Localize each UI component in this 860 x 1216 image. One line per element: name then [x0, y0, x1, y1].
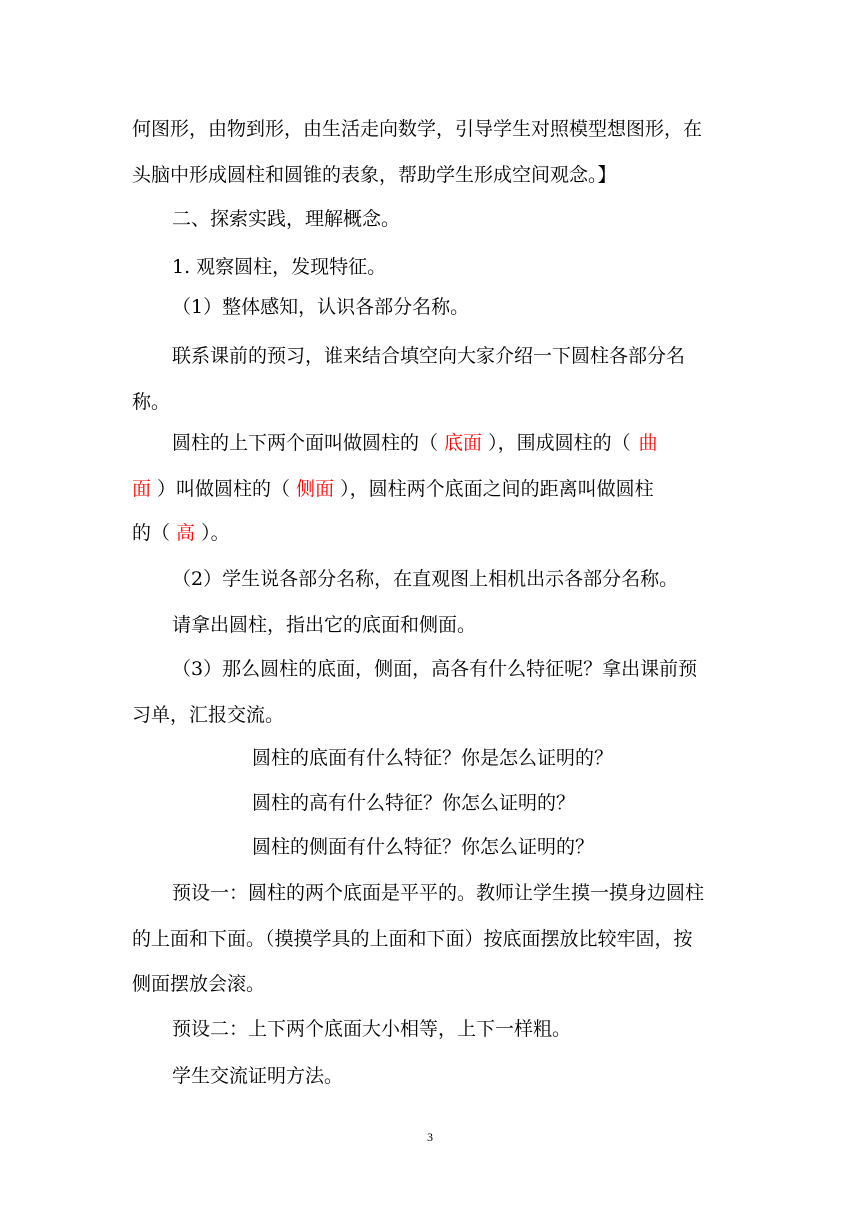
subsection-heading: 1. 观察圆柱，发现特征。 — [172, 256, 387, 278]
fill-in-text: ）。 — [195, 522, 230, 544]
fill-in-text: ）叫做圆柱的（ — [151, 478, 297, 500]
page-number: 3 — [427, 1130, 433, 1144]
paragraph-line: 学生交流证明方法。 — [172, 1065, 344, 1087]
answer-height: 高 — [176, 522, 196, 544]
question-line: 圆柱的高有什么特征？你怎么证明的？ — [252, 792, 576, 814]
fill-in-text: 的（ — [132, 522, 177, 544]
paragraph-line: 称。 — [132, 391, 171, 413]
question-line: 圆柱的侧面有什么特征？你怎么证明的？ — [252, 836, 595, 858]
paragraph-line: （3）那么圆柱的底面，侧面，高各有什么特征呢？拿出课前预 — [172, 658, 698, 680]
fill-in-text: ），圆柱两个底面之间的距离叫做圆柱 — [334, 478, 654, 500]
paragraph-line: 预设一：圆柱的两个底面是平平的。教师让学生摸一摸身边圆柱 — [172, 882, 705, 904]
paragraph-line: 预设二：上下两个底面大小相等，上下一样粗。 — [172, 1018, 572, 1040]
question-line: 圆柱的底面有什么特征？你是怎么证明的？ — [252, 747, 614, 769]
paragraph-line: （2）学生说各部分名称，在直观图上相机出示各部分名称。 — [172, 568, 679, 590]
fill-in-line-2 — [132, 476, 860, 502]
answer-bottom-face: 底面 — [444, 432, 483, 454]
paragraph-line: 侧面摆放会滚。 — [132, 973, 266, 995]
section-heading: 二、探索实践，理解概念。 — [172, 208, 401, 230]
answer-curved-partial: 面 — [132, 478, 152, 500]
paragraph-line: 联系课前的预习，谁来结合填空向大家介绍一下圆柱各部分名 — [172, 345, 686, 367]
paragraph-line: 习单，汇报交流。 — [132, 704, 285, 726]
paragraph-line: 的上面和下面。（摸摸学具的上面和下面）按底面摆放比较牢固，按 — [132, 928, 693, 950]
fill-in-line-3 — [132, 520, 860, 546]
fill-in-text: 圆柱的上下两个面叫做圆柱的（ — [172, 432, 445, 454]
paragraph-line: 请拿出圆柱，指出它的底面和侧面。 — [172, 614, 477, 636]
paragraph-line: （1）整体感知，认识各部分名称。 — [172, 296, 470, 318]
answer-curved-partial: 曲 — [638, 432, 658, 454]
fill-in-line-1 — [172, 430, 860, 456]
paragraph-line: 头脑中形成圆柱和圆锥的表象，帮助学生形成空间观念。】 — [132, 164, 617, 186]
fill-in-text: ），围成圆柱的（ — [482, 432, 637, 454]
paragraph-line: 何图形，由物到形，由生活走向数学，引导学生对照模型想图形，在 — [132, 118, 703, 140]
answer-lateral-face: 侧面 — [296, 478, 335, 500]
